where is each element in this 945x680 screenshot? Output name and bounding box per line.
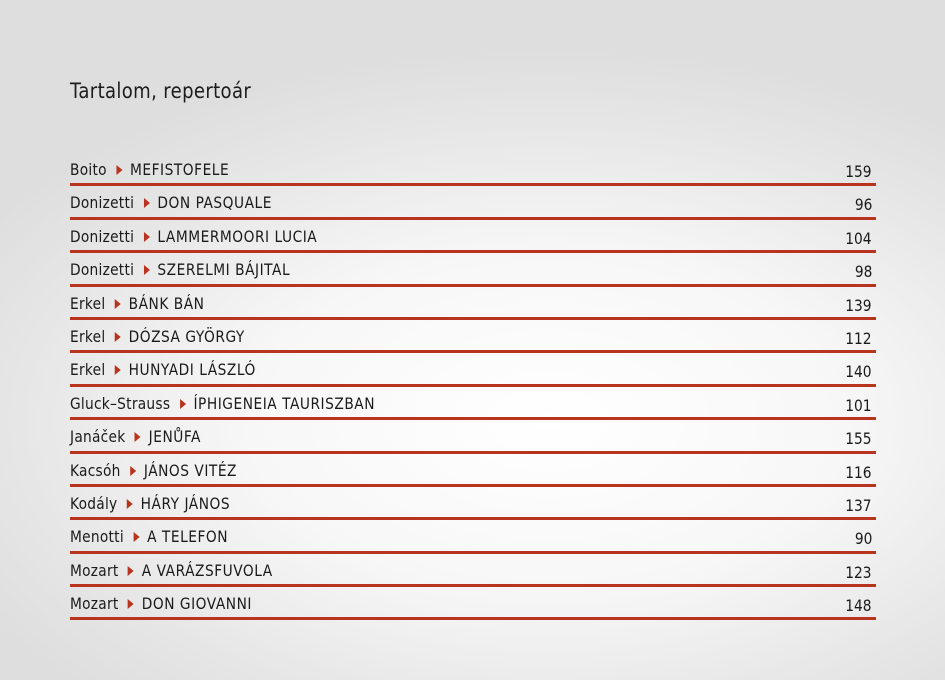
work-title[interactable]: ÍPHIGENEIA TAURISZBAN (193, 393, 376, 413)
work-title[interactable]: A VARÁZSFUVOLA (141, 560, 273, 580)
composer-name: Mozart (70, 594, 119, 614)
play-triangle-icon (135, 432, 141, 442)
composer-name: Janáček (70, 427, 126, 447)
list-item[interactable] (70, 353, 876, 386)
play-triangle-icon (144, 265, 150, 275)
composer-name: Kodály (70, 493, 118, 513)
list-item[interactable] (70, 320, 876, 353)
repertoire-list (70, 153, 876, 620)
play-triangle-icon (130, 466, 136, 476)
composer-name: Donizetti (70, 260, 135, 280)
work-title[interactable]: DON PASQUALE (157, 193, 272, 213)
page-number: 112 (845, 328, 872, 348)
play-triangle-icon (128, 566, 134, 576)
list-item[interactable] (70, 487, 876, 520)
composer-name: Erkel (70, 326, 106, 346)
play-triangle-icon (133, 532, 139, 542)
play-triangle-icon (144, 232, 150, 242)
list-item[interactable] (70, 587, 876, 620)
work-title[interactable]: MEFISTOFELE (130, 160, 230, 179)
list-item[interactable] (70, 220, 876, 253)
composer-name: Mozart (70, 560, 119, 580)
page-number: 137 (845, 495, 872, 515)
page-number: 96 (854, 195, 872, 215)
play-triangle-icon (115, 299, 121, 309)
play-triangle-icon (180, 399, 186, 409)
work-title[interactable]: SZERELMI BÁJITAL (157, 260, 291, 280)
play-triangle-icon (144, 198, 150, 208)
list-item[interactable] (70, 454, 876, 487)
page-number: 101 (845, 395, 872, 415)
work-title[interactable]: HÁRY JÁNOS (140, 493, 231, 513)
work-title[interactable]: BÁNK BÁN (128, 293, 205, 313)
list-item[interactable] (70, 554, 876, 587)
page-number: 148 (845, 596, 872, 616)
work-title[interactable]: A TELEFON (147, 527, 229, 547)
list-item[interactable] (70, 186, 876, 219)
play-triangle-icon (127, 499, 133, 509)
composer-name: Erkel (70, 293, 106, 313)
page-number: 159 (845, 162, 872, 181)
work-title[interactable]: LAMMERMOORI LUCIA (157, 226, 318, 246)
list-item[interactable] (70, 420, 876, 453)
composer-name: Boito (70, 160, 107, 179)
page-title: Tartalom, repertoár (70, 79, 252, 103)
work-title[interactable]: DÓZSA GYÖRGY (128, 326, 245, 346)
page-number: 104 (845, 228, 872, 248)
composer-name: Erkel (70, 360, 106, 380)
list-item[interactable] (70, 520, 876, 553)
composer-name: Donizetti (70, 226, 135, 246)
composer-name: Menotti (70, 527, 124, 547)
contents-page (70, 0, 876, 680)
play-triangle-icon (115, 332, 121, 342)
list-item[interactable] (70, 387, 876, 420)
list-item[interactable] (70, 153, 876, 186)
page-number: 155 (845, 429, 872, 449)
work-title[interactable]: DON GIOVANNI (141, 594, 252, 614)
page-number: 90 (854, 529, 872, 549)
work-title[interactable]: HUNYADI LÁSZLÓ (128, 360, 256, 380)
work-title[interactable]: JENŮFA (148, 427, 201, 447)
page-number: 123 (845, 562, 872, 582)
play-triangle-icon (115, 365, 121, 375)
work-title[interactable]: JÁNOS VITÉZ (143, 460, 238, 480)
page-number: 116 (845, 462, 872, 482)
composer-name: Donizetti (70, 193, 135, 213)
play-triangle-icon (116, 165, 122, 175)
list-item[interactable] (70, 287, 876, 320)
composer-name: Gluck–Strauss (70, 393, 171, 413)
composer-name: Kacsóh (70, 460, 121, 480)
play-triangle-icon (128, 599, 134, 609)
page-number: 140 (845, 362, 872, 382)
page-number: 139 (845, 295, 872, 315)
page-number: 98 (854, 262, 872, 282)
list-item[interactable] (70, 253, 876, 286)
